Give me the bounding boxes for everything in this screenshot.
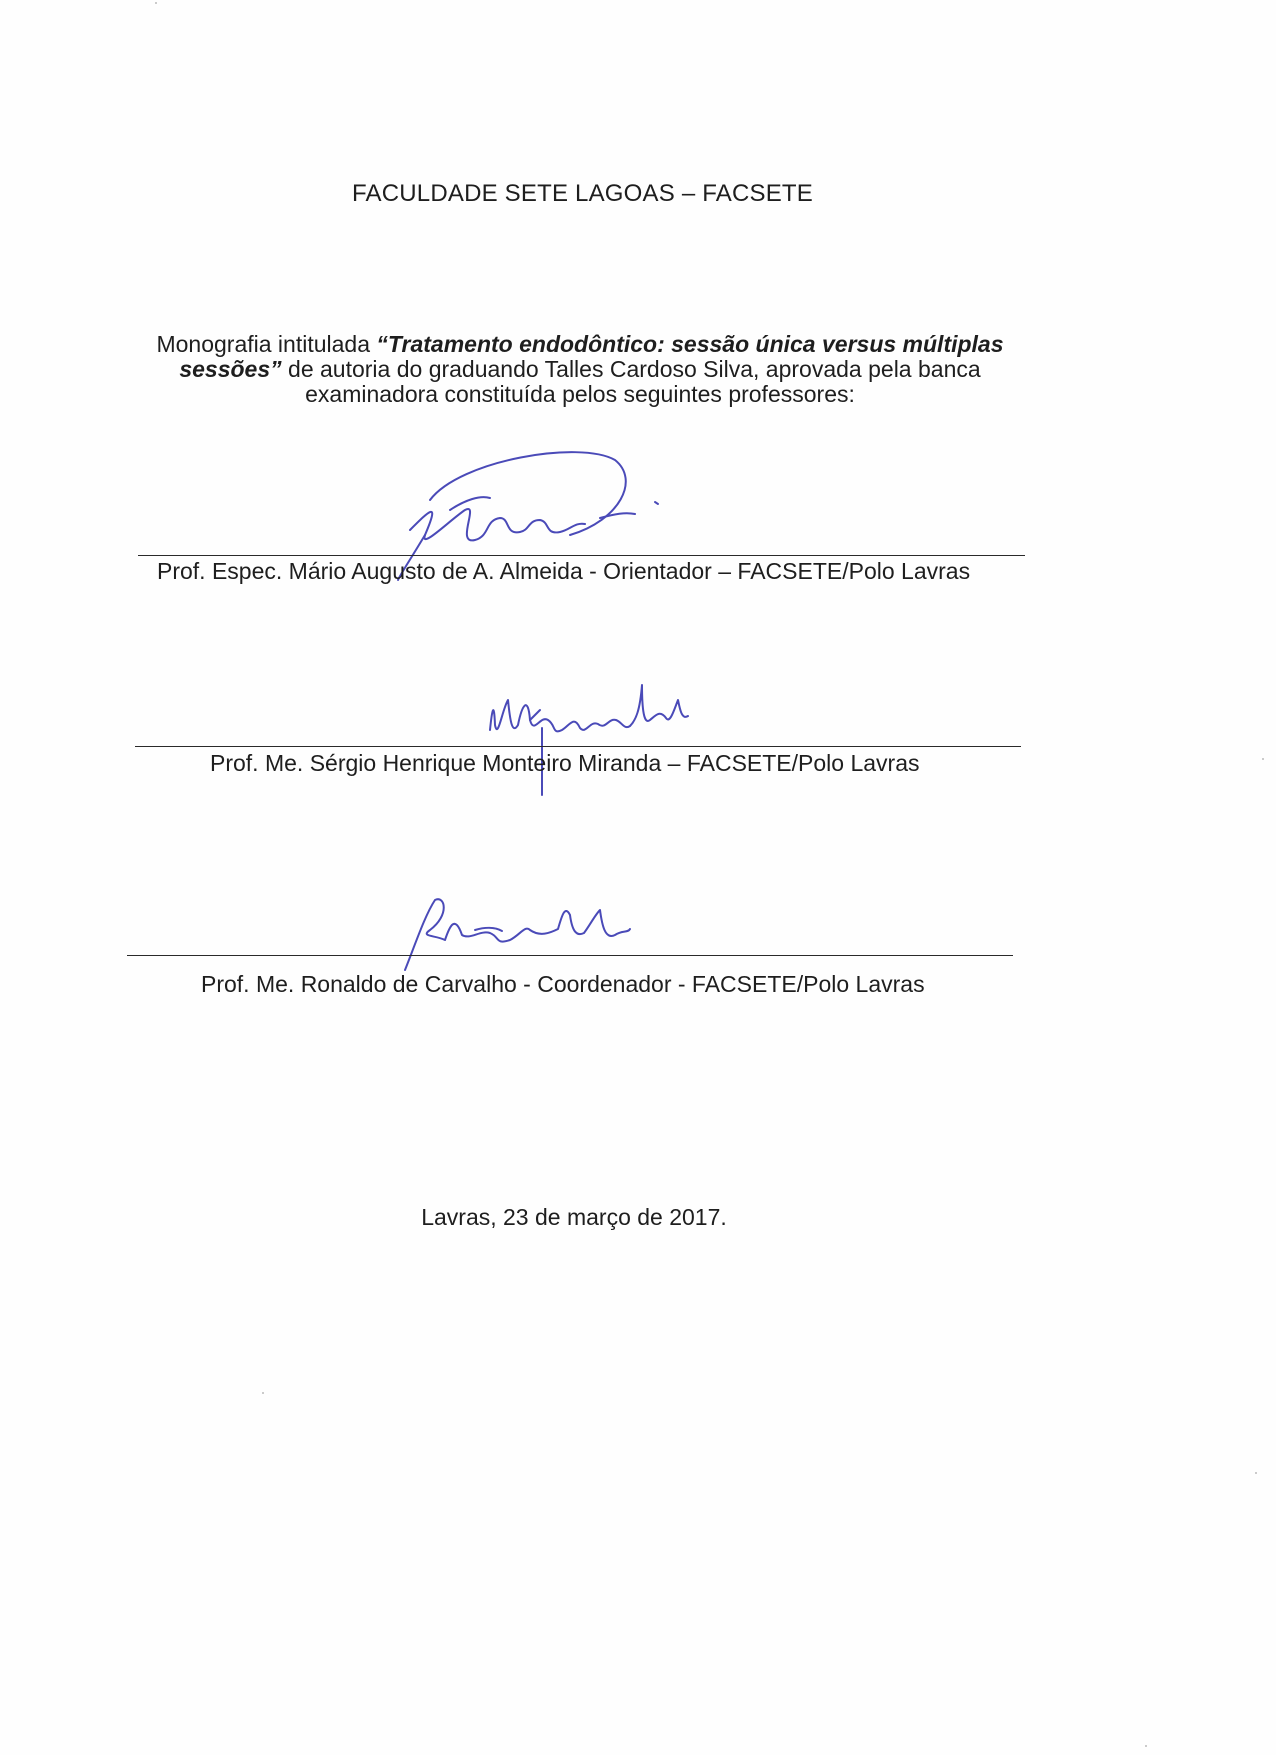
signature-line-advisor xyxy=(138,555,1025,556)
scan-speck xyxy=(262,1392,264,1394)
intro-paragraph xyxy=(130,332,1030,407)
intro-prefix: Monografia intitulada xyxy=(156,331,377,357)
scan-speck xyxy=(1262,758,1264,760)
signature-line-member xyxy=(135,746,1021,747)
signature-member xyxy=(470,680,720,800)
scan-speck xyxy=(1255,1472,1257,1474)
scan-speck xyxy=(155,2,157,4)
scan-speck xyxy=(1145,1745,1147,1747)
monograph-title: “Tratamento endodôntico: sessão única versus múltiplas sessões” xyxy=(179,331,1004,382)
date-line: Lavras, 23 de março de 2017. xyxy=(421,1204,727,1230)
signatory-name-coordinator: Prof. Me. Ronaldo de Carvalho - Coordenador - FACSETE/Polo Lavras xyxy=(201,971,925,997)
signature-coordinator xyxy=(390,885,690,985)
signatory-name-member: Prof. Me. Sérgio Henrique Monteiro Miranda – FACSETE/Polo Lavras xyxy=(210,750,920,776)
signature-line-coordinator xyxy=(127,955,1013,956)
intro-suffix: de autoria do graduando Talles Cardoso Silva, aprovada pela banca examinadora constituída pelos seguintes professores: xyxy=(281,356,981,407)
institution-header: FACULDADE SETE LAGOAS – FACSETE xyxy=(351,180,813,207)
signatory-name-advisor: Prof. Espec. Mário Augusto de A. Almeida - Orientador – FACSETE/Polo Lavras xyxy=(157,558,971,584)
